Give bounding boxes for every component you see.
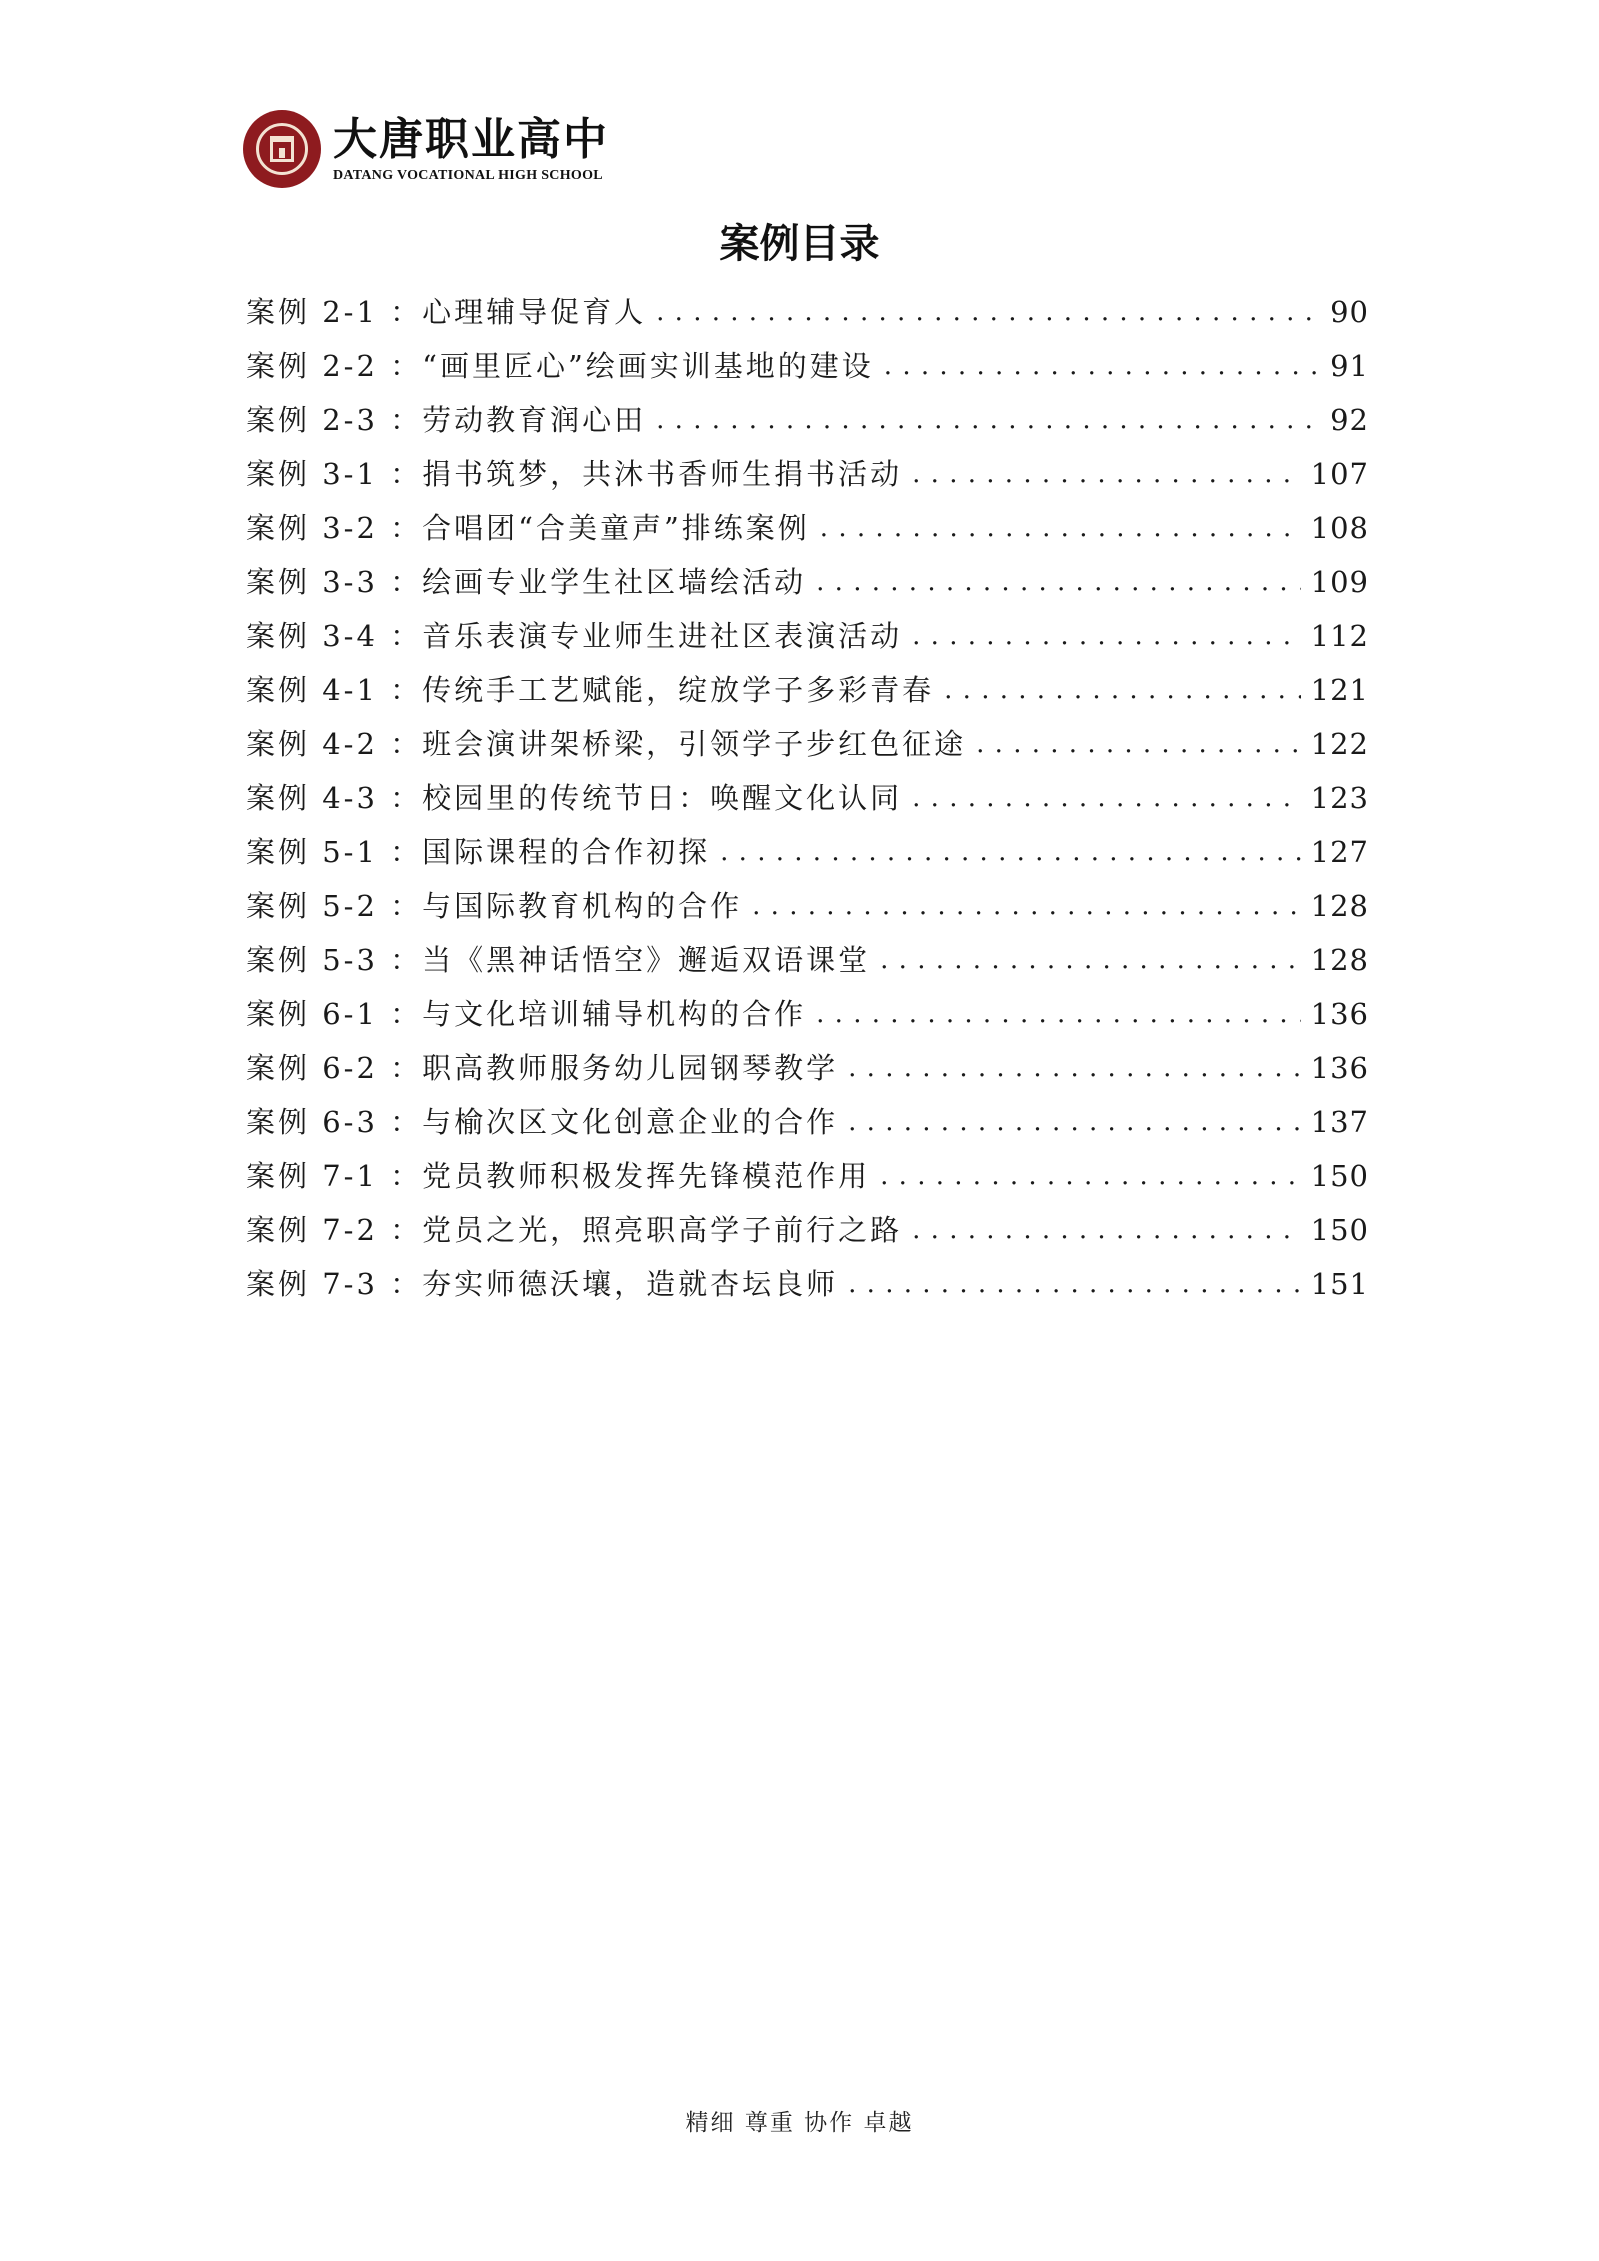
- toc-entry[interactable]: [246, 933, 1369, 987]
- toc-entry-label: 案例 5-3 ：当《黑神话悟空》邂逅双语课堂: [246, 943, 871, 977]
- toc-entry-label: 案例 2-1 ：心理辅导促育人: [246, 295, 647, 329]
- toc-entry[interactable]: [246, 501, 1369, 555]
- toc-entry-label: 案例 6-3 ：与榆次区文化创意企业的合作: [246, 1105, 839, 1139]
- toc-entry[interactable]: [246, 339, 1369, 393]
- toc-dot-leader: [720, 825, 1301, 879]
- toc-entry[interactable]: [246, 771, 1369, 825]
- toc-dot-leader: [848, 1257, 1301, 1311]
- toc-entry[interactable]: [246, 717, 1369, 771]
- toc-dot-leader: [816, 555, 1301, 609]
- toc-dot-leader: [880, 933, 1301, 987]
- toc-entry-page-number: 128: [1310, 943, 1369, 977]
- toc-entry[interactable]: [246, 1257, 1369, 1311]
- page-footer-motto: 精细 尊重 协作 卓越: [685, 2110, 914, 2136]
- toc-entry[interactable]: [246, 447, 1369, 501]
- toc-entry-label: 案例 3-4 ：音乐表演专业师生进社区表演活动: [246, 619, 903, 653]
- toc-entry[interactable]: [246, 609, 1369, 663]
- toc-entry-label: 案例 4-2 ：班会演讲架桥梁，引领学子步红色征途: [246, 727, 967, 761]
- toc-entry-label: 案例 7-3 ：夯实师德沃壤，造就杏坛良师: [246, 1267, 839, 1301]
- school-header: [243, 110, 609, 188]
- toc-entry-label: 案例 4-1 ：传统手工艺赋能，绽放学子多彩青春: [246, 673, 935, 707]
- toc-entry-page-number: 150: [1310, 1159, 1369, 1193]
- toc-entry-page-number: 137: [1310, 1105, 1369, 1139]
- toc-entry-page-number: 127: [1310, 835, 1369, 869]
- toc-entry-label: 案例 2-3 ：劳动教育润心田: [246, 403, 647, 437]
- toc-entry-page-number: 107: [1310, 457, 1369, 491]
- toc-entry[interactable]: [246, 1149, 1369, 1203]
- toc-entry-page-number: 136: [1310, 1051, 1369, 1085]
- toc-entry-page-number: 112: [1310, 619, 1369, 653]
- toc-entry[interactable]: [246, 825, 1369, 879]
- toc-entry-page-number: 123: [1310, 781, 1369, 815]
- toc-entry[interactable]: [246, 1203, 1369, 1257]
- toc-entry[interactable]: [246, 1095, 1369, 1149]
- toc-entry[interactable]: [246, 285, 1369, 339]
- toc-dot-leader: [912, 609, 1301, 663]
- toc-entry-page-number: 121: [1310, 673, 1369, 707]
- toc-entry[interactable]: [246, 555, 1369, 609]
- toc-dot-leader: [912, 771, 1301, 825]
- toc-entry-label: 案例 3-3 ：绘画专业学生社区墙绘活动: [246, 565, 807, 599]
- school-brand: [333, 114, 609, 184]
- toc-dot-leader: [848, 1095, 1301, 1149]
- school-name-cn: 大唐职业高中: [333, 114, 609, 165]
- toc-dot-leader: [912, 447, 1301, 501]
- page-title: 案例目录: [719, 221, 880, 267]
- toc-entry[interactable]: [246, 987, 1369, 1041]
- school-name-en: DATANG VOCATIONAL HIGH SCHOOL: [333, 168, 603, 183]
- toc-dot-leader: [656, 285, 1320, 339]
- toc-entry-label: 案例 6-2 ：职高教师服务幼儿园钢琴教学: [246, 1051, 839, 1085]
- toc-entry[interactable]: [246, 1041, 1369, 1095]
- toc-entry[interactable]: [246, 879, 1369, 933]
- toc-dot-leader: [976, 717, 1301, 771]
- toc-entry-label: 案例 5-2 ：与国际教育机构的合作: [246, 889, 743, 923]
- toc-entry-page-number: 90: [1330, 295, 1369, 329]
- toc-dot-leader: [820, 501, 1301, 555]
- toc-dot-leader: [848, 1041, 1301, 1095]
- toc-entry-page-number: 128: [1310, 889, 1369, 923]
- toc-dot-leader: [884, 339, 1320, 393]
- toc-entry-label: 案例 4-3 ：校园里的传统节日：唤醒文化认同: [246, 781, 903, 815]
- case-table-of-contents: [246, 285, 1369, 1311]
- toc-entry-label: 案例 7-1 ：党员教师积极发挥先锋模范作用: [246, 1159, 871, 1193]
- toc-entry[interactable]: [246, 393, 1369, 447]
- toc-dot-leader: [912, 1203, 1301, 1257]
- toc-entry-page-number: 92: [1330, 403, 1369, 437]
- toc-entry-page-number: 136: [1310, 997, 1369, 1031]
- toc-entry-label: 案例 3-1 ：捐书筑梦，共沐书香师生捐书活动: [246, 457, 903, 491]
- toc-entry-label: 案例 2-2 ：“画里匠心”绘画实训基地的建设: [246, 349, 874, 383]
- school-seal-logo-icon: [243, 110, 321, 188]
- toc-entry-label: 案例 7-2 ：党员之光，照亮职高学子前行之路: [246, 1213, 903, 1247]
- toc-dot-leader: [880, 1149, 1301, 1203]
- toc-entry-page-number: 108: [1310, 511, 1369, 545]
- toc-entry-label: 案例 5-1 ：国际课程的合作初探: [246, 835, 711, 869]
- toc-entry-page-number: 109: [1310, 565, 1369, 599]
- toc-entry-label: 案例 6-1 ：与文化培训辅导机构的合作: [246, 997, 807, 1031]
- toc-entry-page-number: 122: [1310, 727, 1369, 761]
- toc-entry-page-number: 150: [1310, 1213, 1369, 1247]
- toc-entry-page-number: 151: [1310, 1267, 1369, 1301]
- toc-entry[interactable]: [246, 663, 1369, 717]
- toc-dot-leader: [816, 987, 1301, 1041]
- toc-entry-page-number: 91: [1330, 349, 1369, 383]
- toc-dot-leader: [656, 393, 1320, 447]
- toc-dot-leader: [752, 879, 1301, 933]
- toc-dot-leader: [944, 663, 1301, 717]
- toc-entry-label: 案例 3-2 ：合唱团“合美童声”排练案例: [246, 511, 810, 545]
